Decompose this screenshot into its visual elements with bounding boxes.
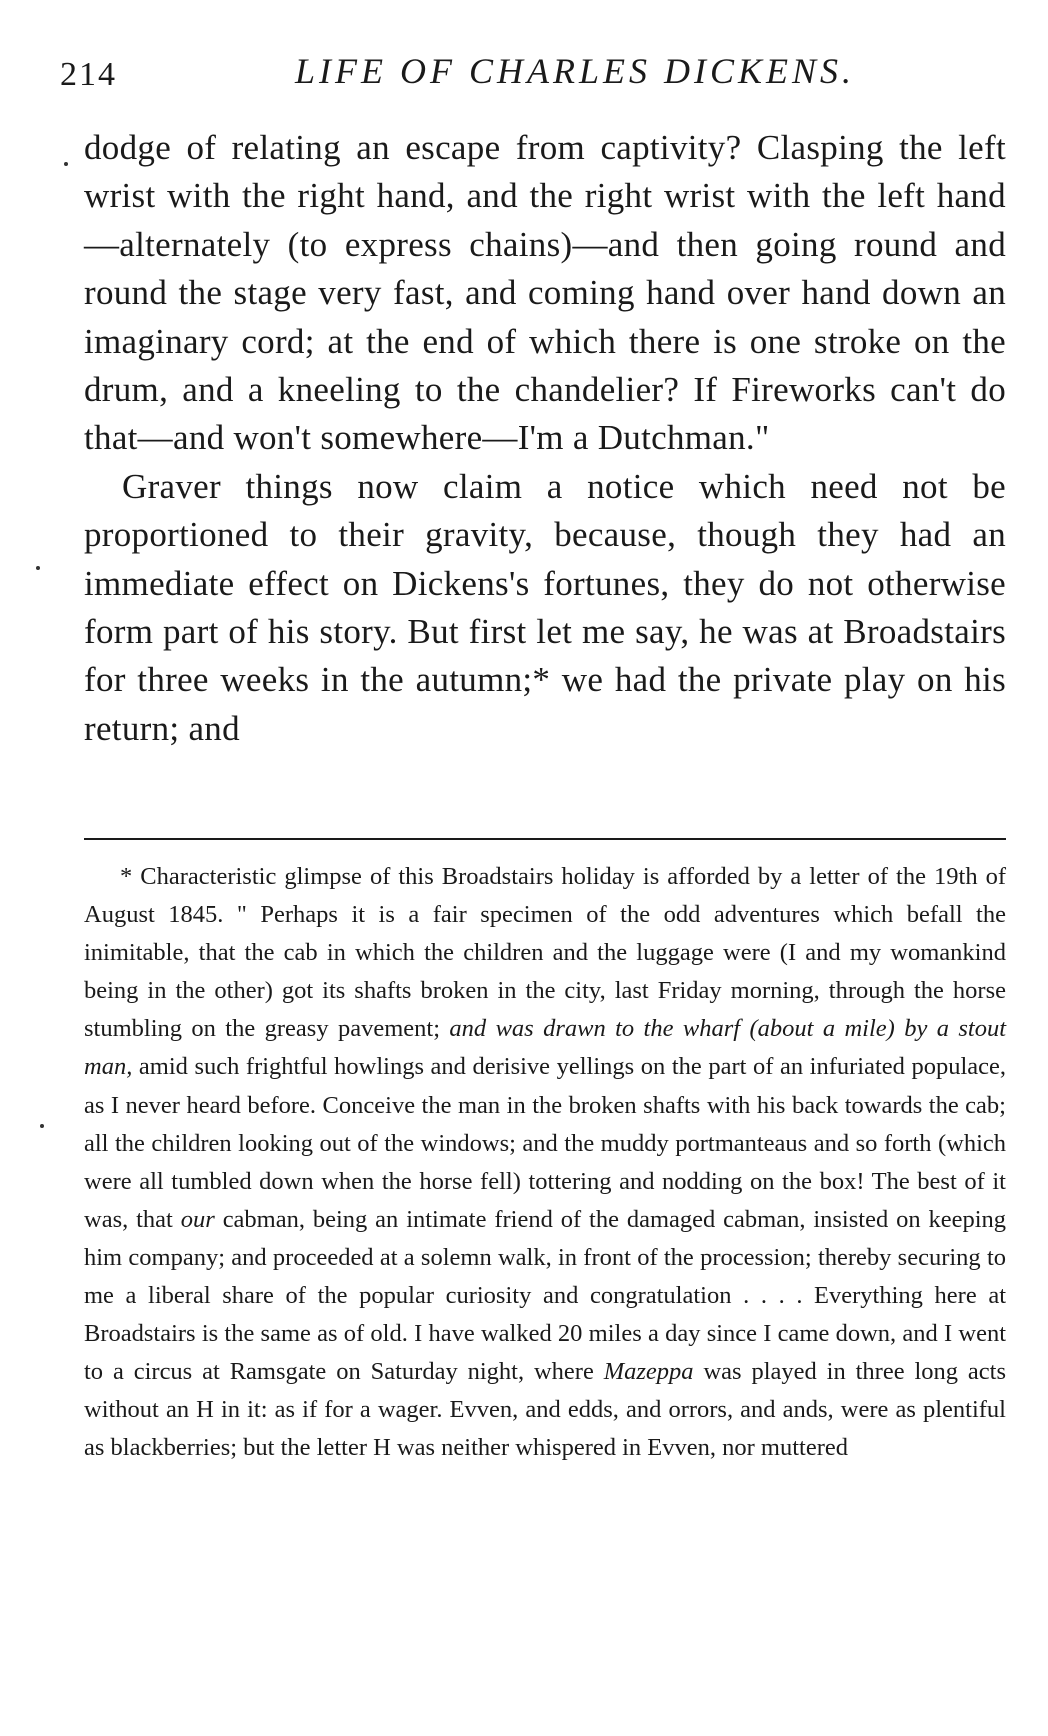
- footnote-italic-1: and was drawn to the wharf (about a mile) by a stout man,: [84, 1015, 1007, 1081]
- footnote-text-4: was played in three long acts without an H in it: as if for a wager. Evven, and edds, and orrors, and ands, were as plentiful as blackberries; but the letter H was neither whispered in Evven, nor muttered: [84, 1358, 1007, 1462]
- footnote-italic-3: Mazeppa: [603, 1358, 694, 1386]
- footnote-text-3: cabman, being an intimate friend of the damaged cabman, insisted on keeping him company; and proceeded at a solemn walk, in front of the procession; thereby securing to me a liberal share of the popular curiosity and congratulation . . . . Everything here at Broadstairs is the same as of old. I have walked 20 miles a day since I came down, and I went to a circus at Ramsgate on Saturday night, where: [84, 1205, 1007, 1386]
- scan-speck: [36, 566, 40, 570]
- paragraph-graver-things: Graver things now claim a notice which need not be proportioned to their gravity, because, though they had an immediate effect on Dickens's fortunes, they do not otherwise form part of his story. But first let me say, he was at Broadstairs for three weeks in the autumn;* we had the private play on his return; and: [84, 466, 1006, 748]
- footnote-text-1: * Characteristic glimpse of this Broadstairs holiday is afforded by a letter of the 19th of August 1845. " Perhaps it is a fair specimen of the odd adventures which befall the inimitable, that the cab in which the children and the luggage were (I and my womankind being in the other) got its shafts broken in the city, last Friday morning, through the horse stumbling on the greasy pavement;: [84, 863, 1006, 1043]
- footnote: [84, 858, 1006, 1468]
- footnote-rule: [84, 838, 1006, 840]
- paragraph-continuation: dodge of relating an escape from captivity? Clasping the left wrist with the right hand, and the right wrist with the left hand—alternately (to express chains)—and then going round and round the stage very fast, and coming hand over hand down an imaginary cord; at the end of which there is one stroke on the drum, and a kneeling to the chandelier? If Fireworks can't do that—and won't somewhere—I'm a Dutchman.": [84, 128, 1006, 458]
- footnote-paragraph: [84, 858, 1006, 1468]
- footnote-text-2: amid such frightful howlings and derisive yellings on the part of an infuriated populace, as I never heard before. Conceive the man in the broken shafts with his back towards the cab; all the children looking out of the windows; and the muddy portmanteaus and so forth (which were all tumbled down when the horse fell) tottering and nodding on the box! The best of it was, that: [84, 1053, 1007, 1233]
- scan-speck: [40, 1124, 44, 1128]
- scan-speck: [64, 162, 68, 166]
- main-text: [84, 124, 1006, 753]
- page-number: 214: [60, 56, 117, 93]
- page-header: [60, 46, 1020, 94]
- footnote-italic-2: our: [180, 1205, 215, 1233]
- running-title: LIFE OF CHARLES DICKENS.: [295, 51, 855, 91]
